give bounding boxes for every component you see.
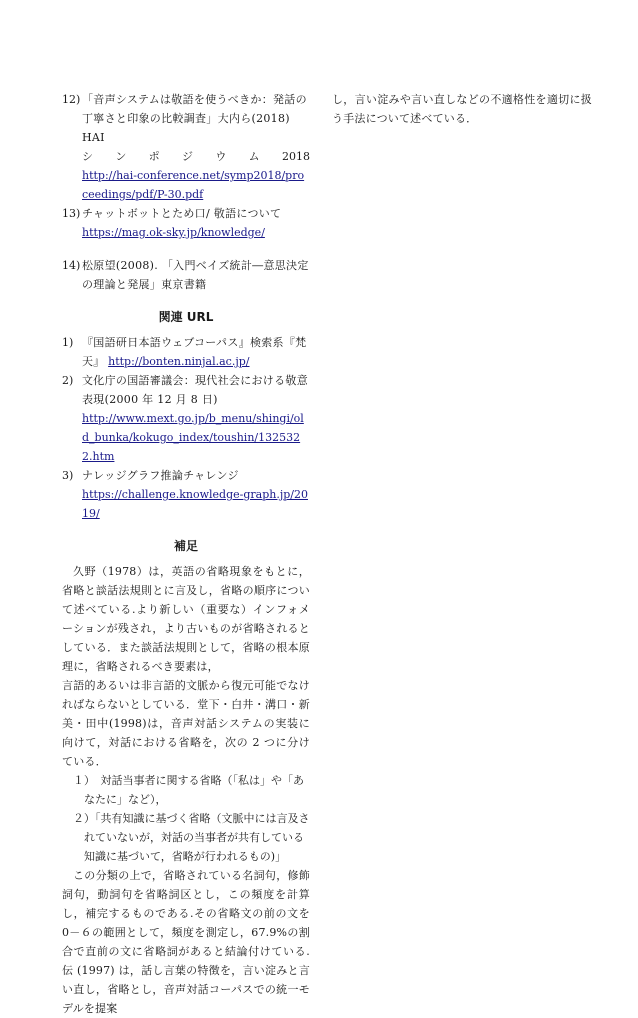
related-text: 文化庁の国語審議会：現代社会における敬意表現(2000 年 12 月 8 日) xyxy=(82,374,308,406)
right-column xyxy=(332,90,592,128)
related-text: 『国語研日本語ウェブコーパス』検索系『梵天』 xyxy=(82,336,307,368)
spread-char: ポ xyxy=(148,150,160,163)
spread-char: ン xyxy=(115,150,127,163)
spread-char: ウ xyxy=(215,150,227,163)
supplement-paragraph: 久野（1978）は，英語の省略現象をもとに，省略と談話法規則とに言及し，省略の順序について述べている.より新しい（重要な）インフォメーションが残され，より古いものが省略されるとしている．また談話法規則として，省略の根本原理に，省略されるべき要素は， xyxy=(62,565,310,673)
related-number: 3) xyxy=(62,469,74,482)
reference-number: 13) xyxy=(62,207,81,220)
reference-text: 「音声システムは敬語を使うべきか：発話の丁寧さと印象の比較調査」大内ら(2018) HAI xyxy=(82,93,307,144)
related-link[interactable]: https://challenge.knowledge-graph.jp/2019/ xyxy=(82,488,308,520)
related-text: ナレッジグラフ推論チャレンジ xyxy=(82,469,239,482)
spread-char: シ xyxy=(82,150,93,163)
reference-link[interactable]: http://hai-conference.net/symp2018/proceedings/pdf/P-30.pdf xyxy=(82,169,305,201)
supplement-list-item: １） 対話当事者に関する省略（「私は」や「あなたに」など）， xyxy=(73,774,304,806)
spread-char: ム xyxy=(248,150,260,163)
spread-char: ジ xyxy=(181,150,193,163)
related-link[interactable]: http://www.mext.go.jp/b_menu/shingi/old_bunka/kokugo_index/toushin/1325322.htm xyxy=(82,412,304,463)
reference-number: 12) xyxy=(62,93,81,106)
reference-link[interactable]: https://mag.ok-sky.jp/knowledge/ xyxy=(82,226,265,239)
reference-spaced-line xyxy=(82,147,310,166)
reference-number: 14) xyxy=(62,259,81,272)
supplement-paragraph: 言語的あるいは非言語的文脈から復元可能でなければならないとしている．堂下・白井・溝口・新美・田中(1998)は，音声対話システムの実装に向けて，対話における省略を，次の 2 つに分けている． xyxy=(62,679,310,768)
supplement-list-item: ２）「共有知識に基づく省略（文脈中には言及されていないが，対話の当事者が共有している知識に基づいて，省略が行われるもの)」 xyxy=(73,812,310,863)
reference-item-14 xyxy=(62,256,310,294)
supplement-paragraph: この分類の上で，省略されている名詞句，修飾詞句，動詞句を省略詞区とし，この頻度を計算し，補完するものである.その省略文の前の文を 0－６の範囲として，頻度を測定し，67.9%の割合で直前の文に省略詞があると結論付けている.伝 (1997) は，話し言葉の特徴を，言い淀みと言い直し，省略とし，音声対話コーパスでの統一モデルを提案 xyxy=(62,869,310,1015)
left-column xyxy=(62,90,310,1018)
related-number: 1) xyxy=(62,336,74,349)
related-item-3 xyxy=(62,466,310,523)
reference-item-12 xyxy=(62,90,310,204)
reference-text: チャットボットとため口/ 敬語について xyxy=(82,207,282,220)
spread-year: 2018 xyxy=(281,150,310,163)
supplement-heading: 補足 xyxy=(173,539,198,553)
reference-text: 松原望(2008). 「入門ベイズ統計―意思決定の理論と発展」東京書籍 xyxy=(82,259,309,291)
supplement-paragraph-continued: し，言い淀みや言い直しなどの不適格性を適切に扱う手法について述べている． xyxy=(332,93,592,125)
reference-item-13 xyxy=(62,204,310,242)
related-item-1 xyxy=(62,333,310,371)
related-number: 2) xyxy=(62,374,74,387)
related-url-heading: 関連 URL xyxy=(158,310,214,324)
related-link[interactable]: http://bonten.ninjal.ac.jp/ xyxy=(108,355,250,368)
related-item-2 xyxy=(62,371,310,466)
